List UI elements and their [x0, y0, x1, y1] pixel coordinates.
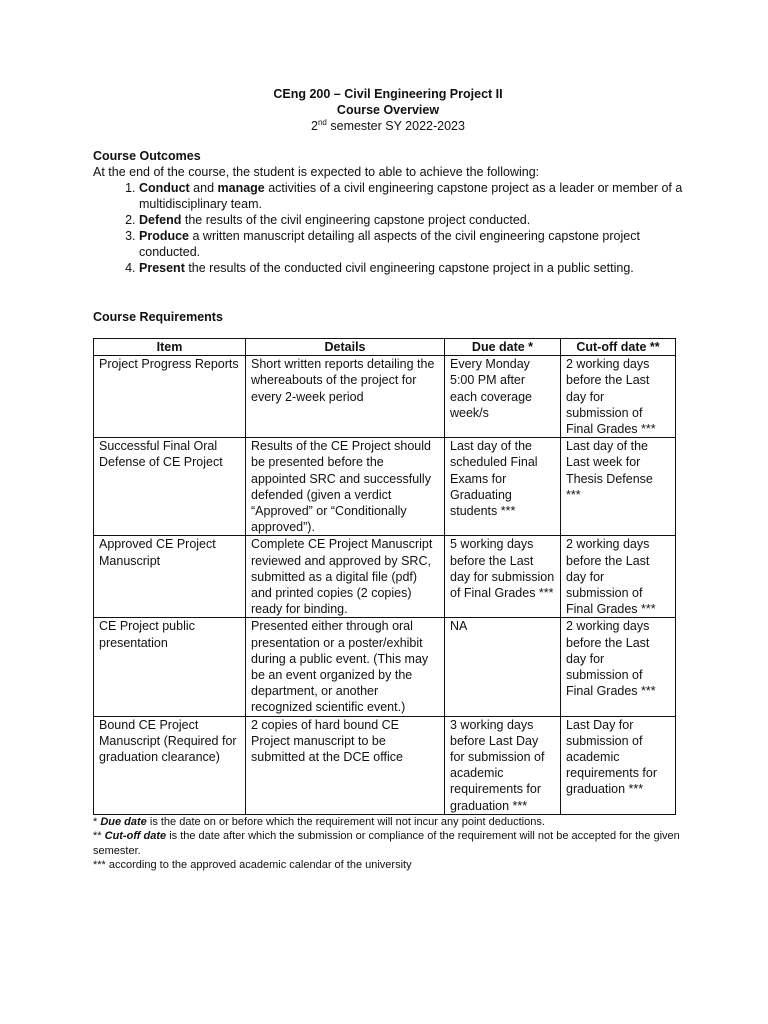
table-footnotes: [93, 815, 703, 873]
table-row: [94, 438, 676, 536]
footnote-mark: *: [93, 815, 101, 828]
cell-cutoff-date: Last Day for submission of academic requirements for graduation ***: [561, 716, 676, 814]
outcome-keyword: manage: [217, 181, 265, 195]
column-header-details: Details: [246, 339, 445, 356]
table-header-row: [94, 339, 676, 356]
cell-item: Bound CE Project Manuscript (Required for graduation clearance): [94, 716, 246, 814]
cell-item: CE Project public presentation: [94, 618, 246, 716]
semester-text: semester SY 2022-2023: [326, 119, 465, 133]
table-row: [94, 618, 676, 716]
outcome-keyword: Defend: [139, 213, 182, 227]
cell-details: 2 copies of hard bound CE Project manuscript to be submitted at the DCE office: [246, 716, 445, 814]
column-header-cutoff-date: Cut-off date **: [561, 339, 676, 356]
cell-due-date: NA: [445, 618, 561, 716]
cell-cutoff-date: 2 working days before the Last day for submission of Final Grades ***: [561, 536, 676, 618]
footnote-term: Cut-off date: [104, 830, 167, 843]
cell-cutoff-date: 2 working days before the Last day for submission of Final Grades ***: [561, 618, 676, 716]
footnote-cutoff-date: [93, 829, 703, 858]
footnote-term: Due date: [100, 815, 147, 828]
table-row: [94, 356, 676, 438]
course-requirements-section: [93, 309, 683, 873]
cell-item: Project Progress Reports: [94, 356, 246, 438]
outcome-text: activities of a civil engineering capstone project as a leader or member of a multidisciplinary team.: [139, 181, 683, 211]
requirements-table: [93, 338, 676, 815]
footnote-text: is the date after which the submission or compliance of the requirement will not be accepted for the given semester.: [93, 830, 680, 857]
cell-details: Complete CE Project Manuscript reviewed and approved by SRC, submitted as a digital file (pdf) and printed copies (2 copies) ready for binding.: [246, 536, 445, 618]
cell-item: Approved CE Project Manuscript: [94, 536, 246, 618]
cell-due-date: Every Monday 5:00 PM after each coverage week/s: [445, 356, 561, 438]
cell-cutoff-date: Last day of the Last week for Thesis Defense ***: [561, 438, 676, 536]
outcomes-intro: At the end of the course, the student is expected to able to achieve the following:: [93, 165, 540, 179]
semester-suffix: nd: [317, 117, 327, 127]
cell-cutoff-date: 2 working days before the Last day for submission of Final Grades ***: [561, 356, 676, 438]
outcome-keyword: Present: [139, 261, 185, 275]
table-row: [94, 536, 676, 618]
semester-ordinal: 2: [311, 119, 318, 133]
cell-details: Results of the CE Project should be presented before the appointed SRC and successfully defended (given a verdict “Approved” or “Conditionally approved”).: [246, 438, 445, 536]
outcomes-list: [93, 180, 683, 276]
footnote-calendar: *** according to the approved academic calendar of the university: [93, 859, 412, 872]
semester-line: [93, 118, 683, 134]
outcome-text: the results of the conducted civil engineering capstone project in a public setting.: [184, 261, 634, 275]
outcome-text: the results of the civil engineering capstone project conducted.: [181, 213, 531, 227]
outcome-keyword: Conduct: [139, 181, 190, 195]
cell-due-date: Last day of the scheduled Final Exams for Graduating students ***: [445, 438, 561, 536]
course-outcomes-section: [93, 148, 683, 276]
outcome-item: [139, 212, 683, 228]
requirements-heading: Course Requirements: [93, 310, 223, 324]
outcome-item: [139, 228, 683, 260]
outcome-item: [139, 180, 683, 212]
course-title: CEng 200 – Civil Engineering Project II: [273, 87, 503, 101]
document-page: [93, 86, 683, 873]
cell-due-date: 5 working days before the Last day for submission of Final Grades ***: [445, 536, 561, 618]
footnote-text: is the date on or before which the requirement will not incur any point deductions.: [146, 815, 545, 828]
outcome-text: a written manuscript detailing all aspects of the civil engineering capstone project conducted.: [139, 229, 640, 259]
outcomes-heading: Course Outcomes: [93, 149, 201, 163]
cell-details: Short written reports detailing the whereabouts of the project for every 2-week period: [246, 356, 445, 438]
outcome-text: and: [189, 181, 218, 195]
cell-item: Successful Final Oral Defense of CE Project: [94, 438, 246, 536]
outcome-keyword: Produce: [139, 229, 190, 243]
document-header: [93, 86, 683, 134]
footnote-due-date: [93, 815, 703, 830]
footnote-mark: **: [93, 830, 105, 843]
cell-details: Presented either through oral presentation or a poster/exhibit during a public event. (This may be an event organized by the department, or another recognized scientific event.): [246, 618, 445, 716]
column-header-item: Item: [94, 339, 246, 356]
course-subtitle: Course Overview: [336, 103, 440, 117]
table-row: [94, 716, 676, 814]
outcome-item: [139, 260, 683, 276]
column-header-due-date: Due date *: [445, 339, 561, 356]
cell-due-date: 3 working days before Last Day for submission of academic requirements for graduation ***: [445, 716, 561, 814]
